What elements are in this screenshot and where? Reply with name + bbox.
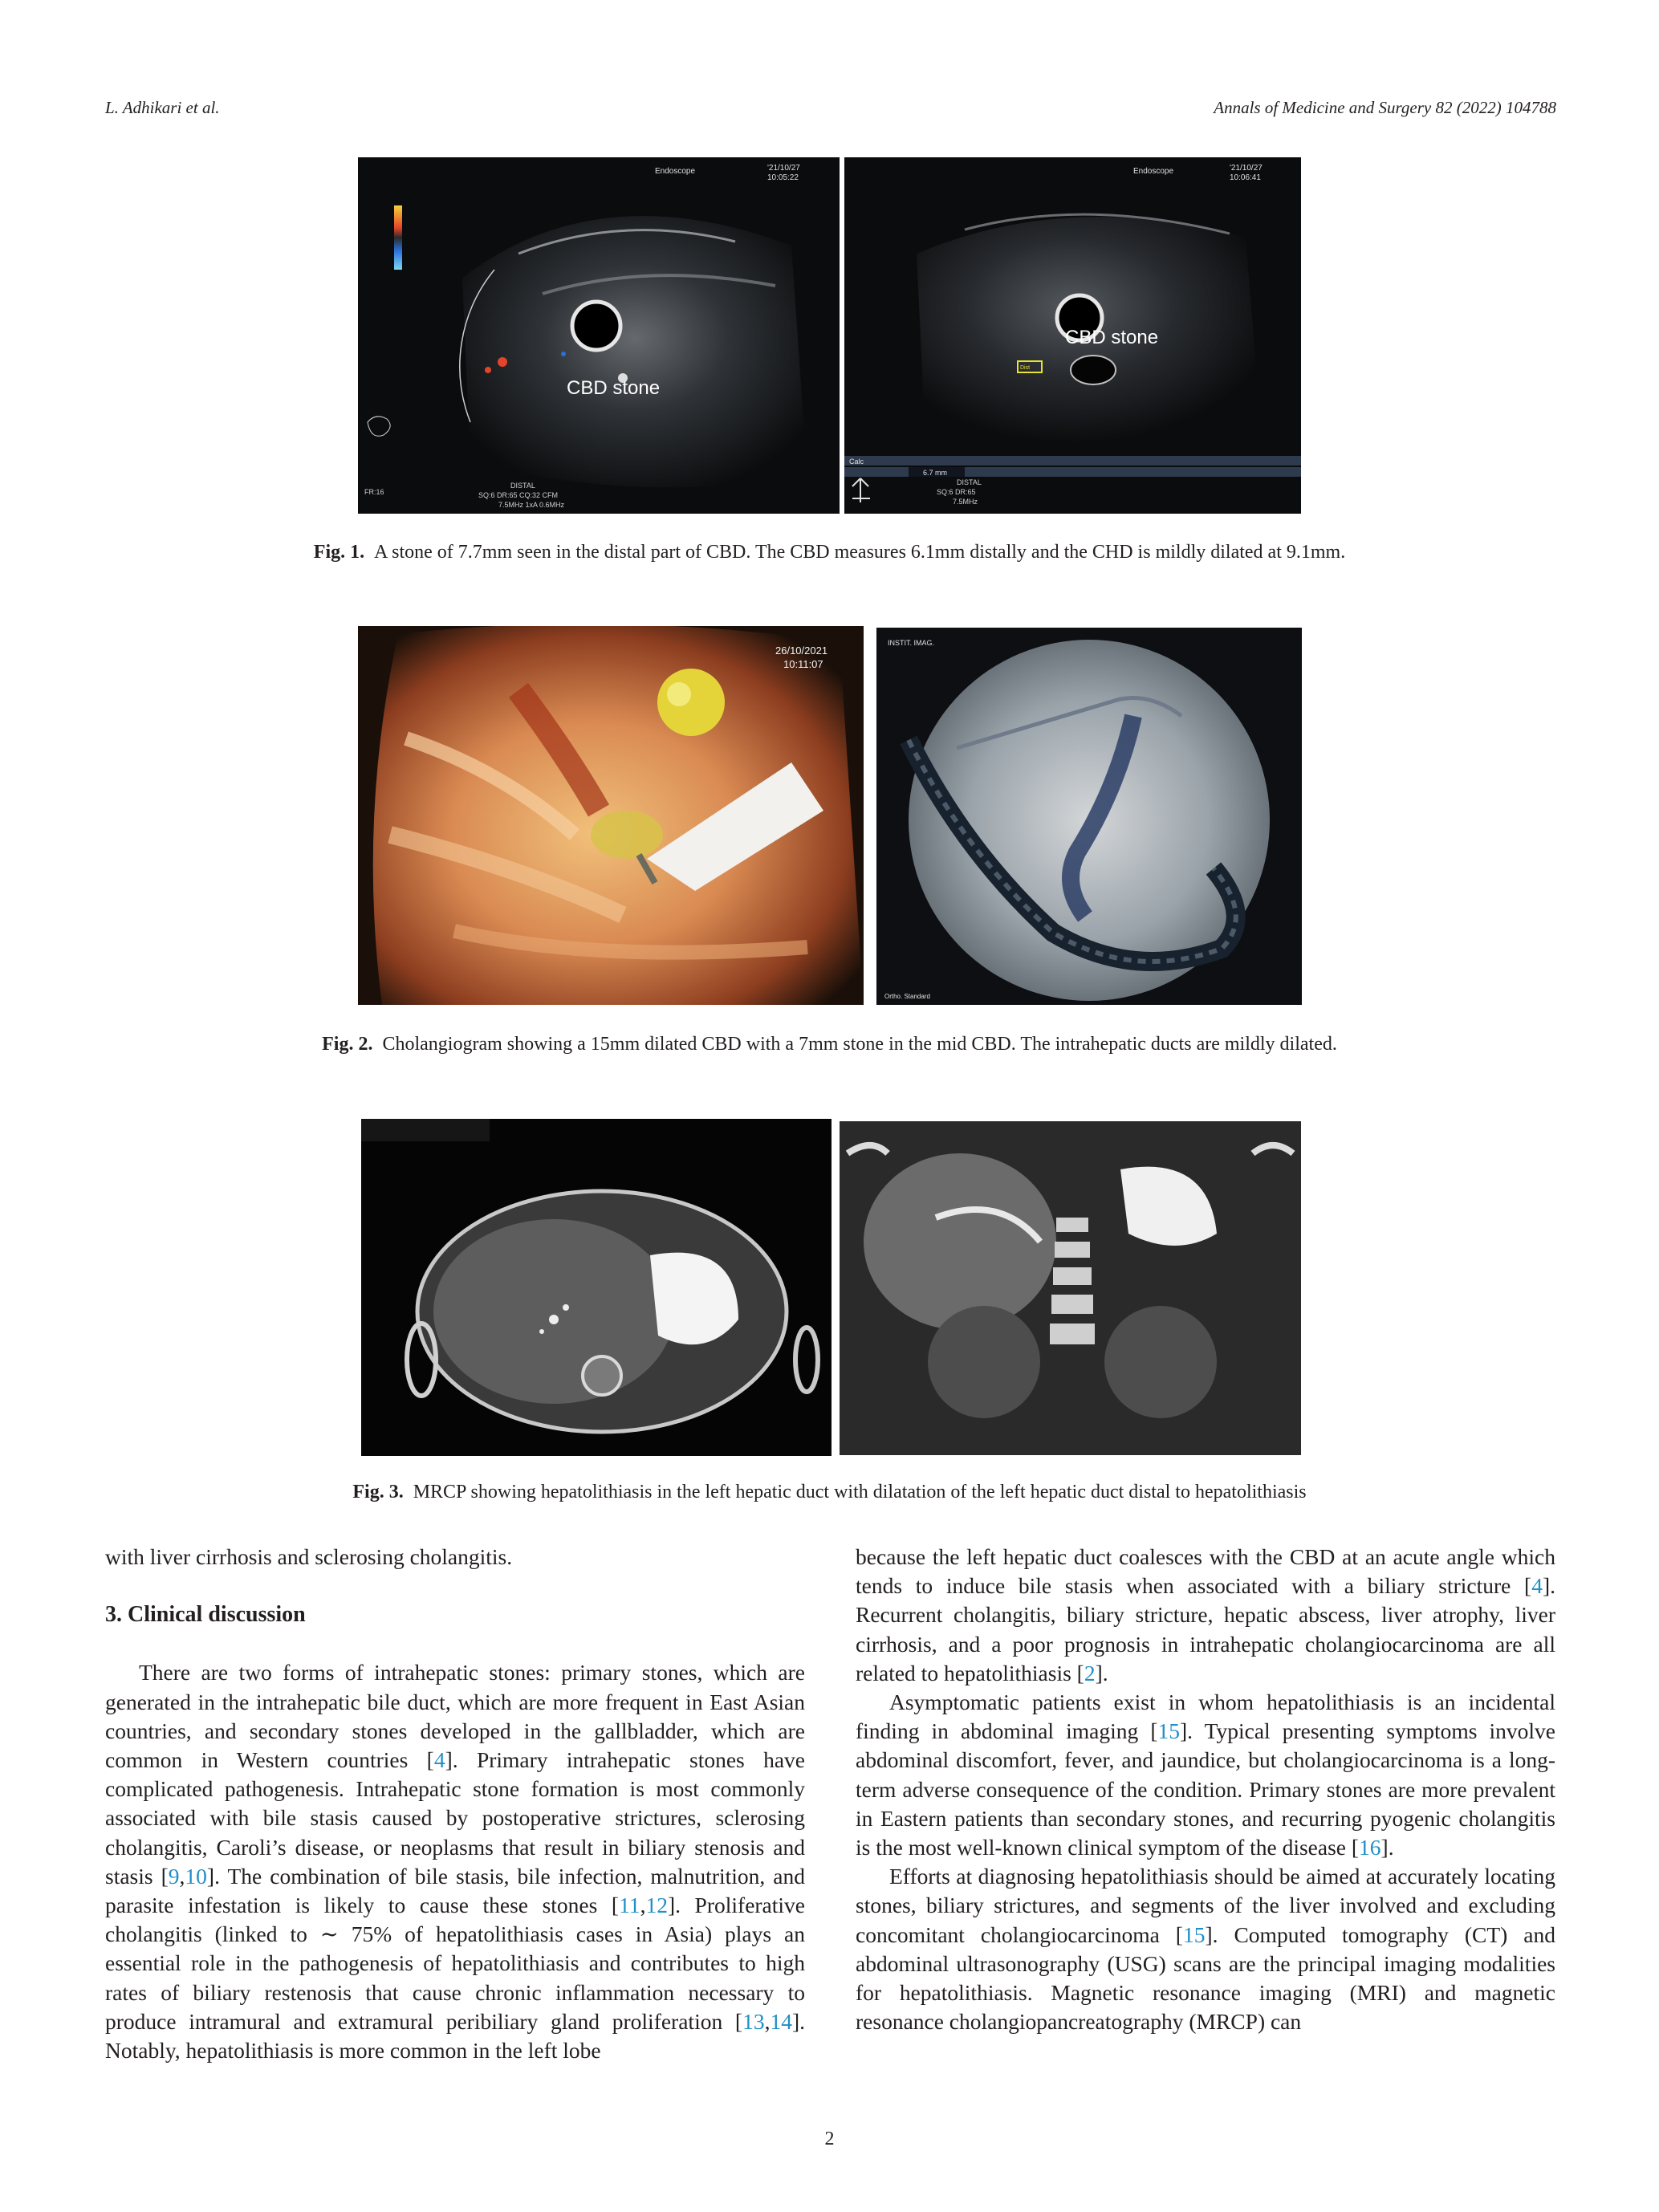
text-run: ]. Computed tomography (CT) and abdominal ultrasonography (USG) scans are the principal imaging modalities for hepatolithiasis. Magnetic resonance imaging (MRI) and magnetic resonance cholangiopancreatography (MRCP) can [856,1921,1555,2035]
right-paragraph-2 [856,1688,1555,1862]
running-header-author: L. Adhikari et al. [105,98,220,117]
citation-link[interactable]: 15 [1182,1921,1206,1947]
citation-link[interactable]: 15 [1157,1718,1180,1744]
left-paragraph-1 [105,1658,805,2065]
citation-link[interactable]: 10 [185,1863,207,1889]
fig1-right-image [844,157,1301,514]
fig3-caption-text: MRCP showing hepatolithiasis in the left hepatic duct with dilatation of the left hepatic duct distal to hepatolithiasis [413,1482,1307,1502]
fig2-right-stamp-bottom: Ortho. Standard [884,993,930,1000]
fig2-caption [0,1034,1659,1055]
citation-link[interactable]: 4 [433,1747,445,1773]
page-number: 2 [824,2129,835,2149]
text-run: ]. Proliferative cholangitis (linked to ∼ 75% of hepatolithiasis cases in Asia) plays an essential role in the pathogenesis of hepatolithiasis and contributes to high rates of biliary restenosis that cause chronic inflammation necessary to produce intramural and extramural peribiliary gland proliferation [ [105,1893,805,2034]
text-run: , [179,1863,185,1889]
fig1-right-date: '21/10/27 [1230,164,1263,173]
right-column [856,1543,1555,2036]
fig1-caption-text: A stone of 7.7mm seen in the distal part of CBD. The CBD measures 6.1mm distally and the CHD is mildly dilated at 9.1mm. [374,542,1346,563]
fig1-left-frequency: 7.5MHz 1xA 0.6MHz [498,501,565,509]
text-run: ]. The combination of bile stasis, bile infection, malnutrition, and parasite infestation is likely to cause these stones [ [105,1863,806,1918]
fig1-right-time: 10:06:41 [1230,173,1261,182]
fig3-mrcp-coronal [840,1121,1301,1455]
fig1-caption [0,542,1659,563]
fig3-label: Fig. 3. [352,1482,404,1502]
citation-link[interactable]: 16 [1359,1835,1381,1860]
fig1-right-frequency: 7.5MHz [953,498,978,506]
fig2-label: Fig. 2. [322,1034,373,1055]
fig1-left-frame-rate: FR:16 [364,488,384,496]
citation-link[interactable]: 14 [770,2008,792,2034]
citation-link[interactable]: 2 [1084,1660,1096,1685]
text-run: ]. Typical presenting symptoms involve abdominal discomfort, fever, and jaundice, but cholangiocarcinoma is a long-term adverse consequence of the condition. Primary stones are more prevalent in Eastern patients than secondary stones, and recurring pyogenic cholangitis is the most well-known clinical symptom of the disease [ [856,1718,1555,1860]
fig3-mrcp-axial [361,1119,832,1456]
section-heading-clinical-discussion: 3. Clinical discussion [105,1602,306,1628]
fig2-caption-text: Cholangiogram showing a 15mm dilated CBD with a 7mm stone in the mid CBD. The intrahepatic ducts are mildly dilated. [382,1034,1337,1055]
text-run: , [764,2008,771,2034]
left-column [105,1543,805,2065]
right-paragraph-3 [856,1862,1555,2036]
fig1-right-position: DISTAL [957,478,982,486]
fig1-left-date: '21/10/27 [767,164,800,173]
fig1-ultrasound-left [358,157,840,514]
running-header-journal: Annals of Medicine and Surgery 82 (2022) 104788 [1214,98,1556,117]
text-run: There are two forms of intrahepatic stones: primary stones, which are generated in the intrahepatic bile duct, which are more frequent in East Asian countries, and secondary stones developed in the gallbladder, which are common in Western countries [ [105,1660,805,1773]
fig1-right-params: SQ:6 DR:65 [937,488,976,496]
fig2-endoscopy [358,626,864,1005]
citation-link[interactable]: 12 [645,1893,668,1918]
fig1-right-calc-label: Calc [849,457,864,466]
fig3-left-image [361,1119,832,1456]
fig1-right-nav-arrows-icon [852,478,870,502]
fig1-right-mode-label: Endoscope [1133,167,1174,176]
fig1-left-time: 10:05:22 [767,173,799,182]
fig2-left-time: 10:11:07 [783,658,823,670]
fig2-fluoroscopy [876,628,1302,1005]
fig1-ultrasound-right [844,157,1301,514]
fig1-right-marker: Dist [1020,365,1031,371]
text-run: ]. [1380,1835,1394,1860]
citation-link[interactable]: 13 [742,2008,765,2034]
fig1-left-position: DISTAL [510,482,535,490]
fig1-left-params: SQ:6 DR:65 CQ:32 CFM [478,491,559,499]
fig1-right-measure: 6.7 mm [923,469,948,477]
text-run: ]. [1095,1660,1108,1685]
fig2-left-image [358,626,864,1005]
text-run: ]. Notably, hepatolithiasis is more common in the left lobe [105,2008,805,2064]
fig2-left-date: 26/10/2021 [775,644,828,657]
fig3-caption [0,1482,1659,1503]
citation-link[interactable]: 4 [1531,1573,1543,1599]
text-run: because the left hepatic duct coalesces with the CBD at an acute angle which tends to induce bile stasis when associated with a biliary stricture [ [856,1544,1555,1599]
left-paragraph-0: with liver cirrhosis and sclerosing cholangitis. [105,1544,513,1569]
citation-link[interactable]: 9 [168,1863,180,1889]
fig1-left-image [358,157,840,514]
citation-link[interactable]: 11 [619,1893,640,1918]
text-run: , [640,1893,646,1918]
fig1-right-overlay-label: CBD stone [1065,327,1159,348]
fig1-left-mode-label: Endoscope [655,167,696,176]
fig2-right-stamp-top: INSTIT. IMAG. [888,639,935,647]
fig3-right-image [840,1121,1301,1455]
right-paragraph-1 [856,1543,1555,1688]
fig1-left-overlay-label: CBD stone [567,377,661,399]
fig2-right-image [876,628,1302,1005]
text-run: Efforts at diagnosing hepatolithiasis should be aimed at accurately locating stones, biliary strictures, and segments of the liver involved and excluding concomitant cholangiocarcinoma [ [856,1864,1555,1947]
fig1-label: Fig. 1. [313,542,365,563]
text-run: ]. Primary intrahepatic stones have complicated pathogenesis. Intrahepatic stone formation is most commonly associated with bile stasis caused by postoperative strictures, sclerosing cholangitis, Caroli’s disease, or neoplasms that result in biliary stenosis and stasis [ [105,1747,805,1889]
text-run: ]. Recurrent cholangitis, biliary stricture, hepatic abscess, liver atrophy, liver cirrhosis, and a poor prognosis in intrahepatic cholangiocarcinoma are all related to hepatolithiasis [ [856,1573,1555,1685]
text-run: Asymptomatic patients exist in whom hepatolithiasis is an incidental finding in abdominal imaging [ [856,1689,1555,1744]
